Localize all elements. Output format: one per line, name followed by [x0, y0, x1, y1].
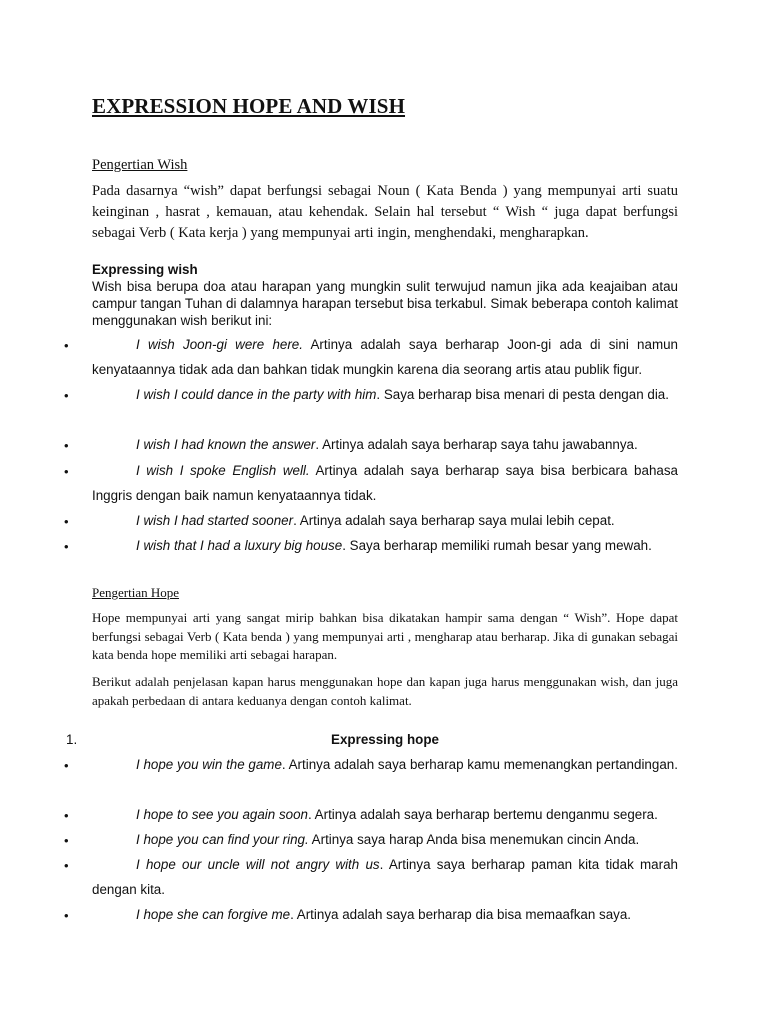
example-sentence: I wish that I had a luxury big house [136, 538, 343, 553]
wish-example-item [92, 332, 678, 382]
example-sentence: I wish Joon-gi were here. [136, 337, 303, 352]
wish-example-item [92, 432, 678, 457]
example-meaning: . Artinya adalah saya berharap kamu memenangkan pertandingan. [281, 757, 678, 772]
bullet-marker: • [64, 539, 69, 554]
wish-definition-text: Pada dasarnya “wish” dapat berfungsi sebagai Noun ( Kata Benda ) yang mempunyai arti suatu keinginan , hasrat , kemauan, atau kehendak. Selain hal tersebut “ Wish “ juga dapat berfungsi sebagai Verb ( Kata kerja ) yang mempunyai arti ingin, menghendaki, mengharapkan. [92, 183, 678, 241]
example-sentence: I hope to see you again soon [136, 807, 308, 822]
example-sentence: I wish I could dance in the party with him [136, 387, 377, 402]
example-meaning: Artinya saya harap Anda bisa menemukan cincin Anda. [308, 832, 640, 847]
example-sentence: I wish I spoke English well. [136, 463, 310, 478]
hope-example-item [92, 752, 678, 777]
example-meaning: Artinya adalah saya berharap saya bisa berbicara bahasa Inggris dengan baik namun kenyataannya tidak. [92, 463, 678, 503]
hope-example-item [92, 852, 678, 902]
example-meaning: Artinya adalah saya berharap Joon-gi ada di sini namun kenyataannya tidak ada dan bahkan tidak mungkin karena dia seorang artis atau publik figur. [92, 337, 678, 377]
bullet-marker: • [64, 438, 69, 453]
wish-definition-heading: Pengertian Wish [92, 157, 188, 173]
expressing-wish-intro: Wish bisa berupa doa atau harapan yang mungkin sulit terwujud namun jika ada keajaiban atau campur tangan Tuhan di dalamnya harapan tersebut bisa terkabul. Simak beberapa contoh kalimat menggunakan wish berikut ini: [92, 279, 678, 328]
bullet-marker: • [64, 833, 69, 848]
wish-example-item [92, 458, 678, 508]
list-number: 1. [66, 732, 78, 747]
wish-example-item [92, 382, 678, 407]
example-meaning: . Artinya saya berharap paman kita tidak marah dengan kita. [92, 857, 678, 897]
hope-example-item [92, 802, 678, 827]
example-meaning: . Saya berharap bisa menari di pesta dengan dia. [376, 387, 669, 402]
example-sentence: I wish I had known the answer [136, 437, 316, 452]
bullet-marker: • [64, 514, 69, 529]
bullet-marker: • [64, 908, 69, 923]
expressing-wish-heading: Expressing wish [92, 262, 198, 277]
expressing-hope-heading: Expressing hope [331, 732, 439, 747]
example-sentence: I hope you win the game [136, 757, 282, 772]
hope-example-item [92, 827, 678, 852]
hope-usage-text: Berikut adalah penjelasan kapan harus menggunakan hope dan kapan juga harus menggunakan wish, dan juga apakah perbedaan di antara keduanya dengan contoh kalimat. [92, 674, 678, 708]
example-sentence: I wish I had started sooner [136, 513, 294, 528]
example-meaning: . Artinya adalah saya berharap saya tahu jawabannya. [315, 437, 638, 452]
bullet-marker: • [64, 338, 69, 353]
bullet-marker: • [64, 758, 69, 773]
wish-example-item [92, 508, 678, 533]
example-meaning: . Artinya adalah saya berharap bertemu denganmu segera. [307, 807, 658, 822]
example-sentence: I hope you can find your ring. [136, 832, 309, 847]
example-sentence: I hope our uncle will not angry with us [136, 857, 380, 872]
example-meaning: . Artinya adalah saya berharap saya mulai lebih cepat. [293, 513, 615, 528]
example-meaning: . Artinya adalah saya berharap dia bisa memaafkan saya. [290, 907, 632, 922]
bullet-marker: • [64, 464, 69, 479]
bullet-marker: • [64, 858, 69, 873]
bullet-marker: • [64, 388, 69, 403]
example-sentence: I hope she can forgive me [136, 907, 291, 922]
document-title: EXPRESSION HOPE AND WISH [92, 94, 406, 118]
hope-example-item [92, 902, 678, 927]
hope-definition-heading: Pengertian Hope [92, 585, 180, 600]
bullet-marker: • [64, 808, 69, 823]
wish-example-item [92, 533, 678, 558]
hope-definition-text: Hope mempunyai arti yang sangat mirip bahkan bisa dikatakan hampir sama dengan “ Wish”. Hope dapat berfungsi sebagai Verb ( Kata benda ) yang mempunyai arti , mengharap atau berharap. Jika di gunakan sebagai kata benda hope memiliki arti sebagai harapan. [92, 610, 678, 662]
example-meaning: . Saya berharap memiliki rumah besar yang mewah. [342, 538, 652, 553]
